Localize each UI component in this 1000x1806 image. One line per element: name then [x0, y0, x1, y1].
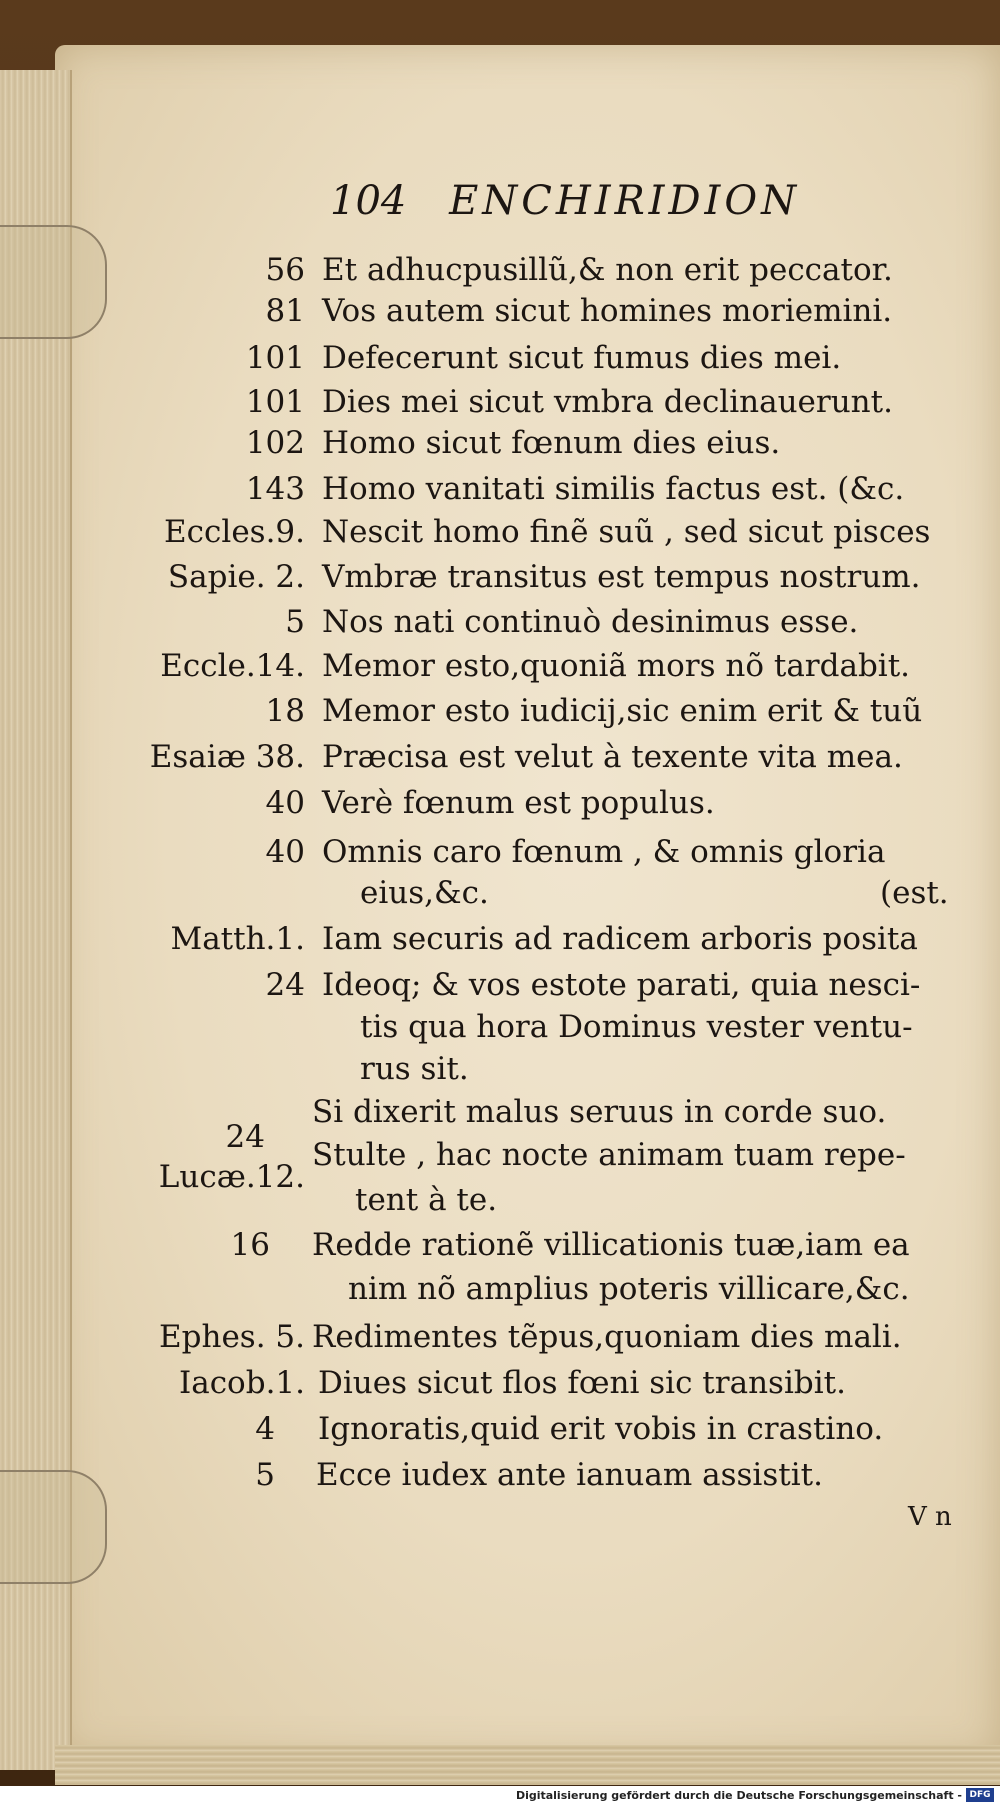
verse-line: Redde rationẽ villicationis tuæ,iam ea: [312, 1227, 910, 1263]
verse-line: Vos autem sicut homines moriemini.: [322, 293, 893, 329]
page-header: [330, 178, 800, 224]
verse-line: Nescit homo finẽ suũ , sed sicut pisces: [322, 514, 931, 550]
ref-matth-1: Matth.1.: [170, 921, 305, 957]
page-number: 104: [330, 178, 407, 224]
verse-tail: (est.: [880, 875, 949, 911]
clip-tab-bottom: [0, 1470, 107, 1584]
verse-line: Ignoratis,quid erit vobis in crastino.: [318, 1411, 884, 1447]
ref-143: 143: [245, 471, 305, 507]
verse-line: Nos nati continuò desinimus esse.: [322, 604, 859, 640]
verse-line: Homo vanitati similis factus est. (&c.: [322, 471, 905, 507]
ref-ephes-5: Ephes. 5.: [159, 1319, 305, 1355]
verse-line: Dies mei sicut vmbra declinauerunt.: [322, 384, 893, 420]
clip-tab-top: [0, 225, 107, 339]
ref-56: 56: [265, 252, 305, 288]
page-edges-bottom: [55, 1745, 1000, 1785]
verse-line: tent à te.: [355, 1182, 498, 1218]
ref-102: 102: [245, 425, 305, 461]
dfg-logo: DFG: [966, 1788, 994, 1802]
verse-line: Ideoq; & vos estote parati, quia nesci-: [322, 967, 921, 1003]
verse-line: Vmbræ transitus est tempus nostrum.: [322, 559, 921, 595]
verse-line: Ecce iudex ante ianuam assistit.: [316, 1457, 823, 1493]
verse-line: Iam securis ad radicem arboris posita: [322, 921, 918, 957]
ref-40: 40: [265, 785, 305, 821]
catchword: V n: [908, 1502, 952, 1532]
ref-iacob-1: Iacob.1.: [178, 1365, 305, 1401]
ref-sapie-2: Sapie. 2.: [167, 559, 305, 595]
ref-4: 4: [255, 1411, 275, 1447]
verse-line: Diues sicut flos fœni sic transibit.: [318, 1365, 846, 1401]
verse-line: Stulte , hac nocte animam tuam repe-: [312, 1137, 906, 1173]
verse-line: Redimentes tẽpus,quoniam dies mali.: [312, 1319, 902, 1355]
verse-line: Præcisa est velut à texente vita mea.: [322, 739, 903, 775]
ref-esaiae-38: Esaiæ 38.: [149, 739, 305, 775]
verse-line: eius,&c.: [360, 875, 489, 911]
ref-eccles-9: Eccles.9.: [164, 514, 305, 550]
ref-24: 24: [265, 967, 305, 1003]
verse-line: Homo sicut fœnum dies eius.: [322, 425, 781, 461]
ref-5: 5: [255, 1457, 275, 1493]
ref-lucae-12: Lucæ.12.: [158, 1159, 305, 1195]
ref-101: 101: [245, 384, 305, 420]
ref-16: 16: [230, 1227, 270, 1263]
verse-line: nim nõ amplius poteris villicare,&c.: [348, 1271, 910, 1307]
ref-24: 24: [225, 1119, 265, 1155]
verse-line: Omnis caro fœnum , & omnis gloria: [322, 834, 886, 870]
verse-line: Memor esto,quoniã mors nõ tardabit.: [322, 648, 911, 684]
ref-81: 81: [265, 293, 305, 329]
verse-line: Si dixerit malus seruus in corde suo.: [312, 1094, 887, 1130]
verse-line: rus sit.: [360, 1051, 469, 1087]
ref-101: 101: [245, 340, 305, 376]
page-title: ENCHIRIDION: [449, 178, 801, 224]
ref-5: 5: [285, 604, 305, 640]
verse-line: Memor esto iudicij,sic enim erit & tuũ: [322, 693, 923, 729]
footer-credit: Digitalisierung gefördert durch die Deutsche Forschungsgemeinschaft -: [515, 1789, 962, 1802]
ref-eccle-14: Eccle.14.: [160, 648, 305, 684]
verse-line: Defecerunt sicut fumus dies mei.: [322, 340, 842, 376]
ref-40: 40: [265, 834, 305, 870]
verse-line: Verè fœnum est populus.: [322, 785, 715, 821]
verse-line: Et adhucpusillũ,& non erit peccator.: [322, 252, 893, 288]
ref-18: 18: [265, 693, 305, 729]
verse-line: tis qua hora Dominus vester ventu-: [360, 1009, 913, 1045]
